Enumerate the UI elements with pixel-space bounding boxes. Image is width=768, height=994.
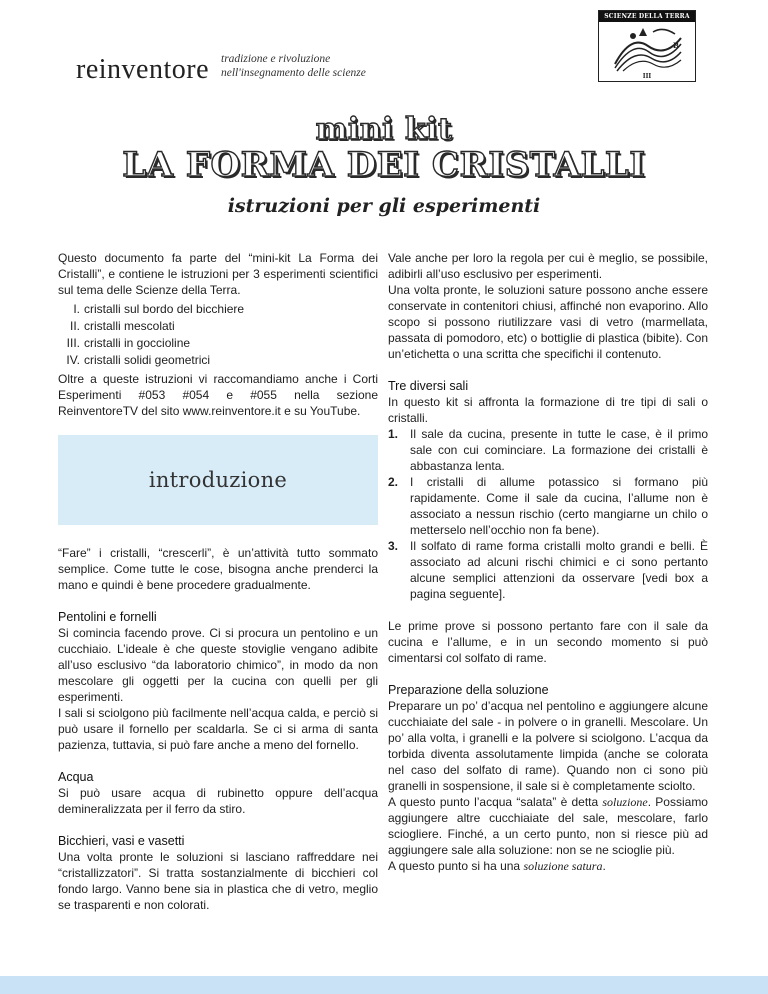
title-la-forma-dei-cristalli: LA FORMA DEI CRISTALLI: [122, 145, 646, 185]
list-item: 1. Il sale da cucina, presente in tutte le case, è il primo sale con cui cominciare. La formazione dei cristalli è abbastanza lenta.: [388, 427, 708, 473]
tagline: [221, 52, 366, 80]
experiments-list: [58, 301, 378, 369]
preparazione-paragraph: Preparare un po’ d’acqua nel pentolino e aggiungere alcune cucchiaiate del sale - in polvere o in granelli. Mescolare. Un po’ alla volta, i granelli e la polvere si sciolgono. L’acqua da torbida diventa assolutamente limpida (anche se colorata nel caso del solfato di rame). Quando non ci sono più granelli in sospensione, il sale si è completamente sciolto.: [388, 699, 708, 793]
introduzione-heading: introduzione: [148, 468, 288, 492]
right-column: [388, 250, 708, 874]
list-item: 3. Il solfato di rame forma cristalli molto grandi e belli. È associato ad alcuni rischi chimici e ci sono pertanto alcune semplici attenzioni da osservare [vedi box a pagina seguente].: [388, 539, 708, 601]
list-item: I. cristalli sul bordo del bicchiere: [73, 302, 245, 316]
scienze-della-terra-badge: [598, 10, 696, 82]
rock-strata-icon: [613, 24, 683, 72]
pentolini-paragraph: Si comincia facendo prove. Ci si procura un pentolino e un cucchiaio. L’ideale è che queste stoviglie vengano adibite all’uso esclusivo “da laboratorio chimico”, in modo da non mescolare gli oggetti per la cucina con quelli per gli esperimenti.: [58, 626, 378, 704]
satura-paragraph: A questo punto si ha una soluzione satura.: [388, 859, 606, 873]
list-item: 2. I cristalli di allume potassico si formano più rapidamente. Come il sale da cucina, l’allume non è associato a nessun rischio (certo mangiarne un chilo o metterselo nell’occhio non fa bene).: [388, 475, 708, 537]
left-column: [58, 250, 378, 913]
sali-paragraph: I sali si sciolgono più facilmente nell’acqua calda, e perciò si può usare il fornello per scaldarla. Se ci si arma di santa pazienza, tuttavia, si può fare anche a meno del fornello.: [58, 706, 378, 752]
intro-paragraph: Questo documento fa parte del “mini-kit La Forma dei Cristalli”, e contiene le istruzioni per 3 esperimenti scientifici sul tema delle Scienze della Terra.: [58, 251, 378, 297]
vale-paragraph: Vale anche per loro la regola per cui è meglio, se possibile, adibirli all’uso esclusivo per esperimenti.: [388, 251, 708, 281]
soluzione-paragraph: A questo punto l’acqua “salata” è detta soluzione. Possiamo aggiungere altre cucchiaiate del sale, mescolare, farlo sciogliere. Finché, a un certo punto, non si riesce più ad aggiungere sale alla soluzione: non se ne scioglie più.: [388, 795, 708, 857]
bicchieri-heading: Bicchieri, vasi e vasetti: [58, 834, 185, 848]
fare-paragraph: “Fare” i cristalli, “crescerli”, è un’attività tutto sommato semplice. Come tutte le cose, bisogna anche prenderci la mano e quindi è bene procedere gradualmente.: [58, 546, 378, 592]
badge-letter: B: [673, 41, 679, 50]
footer-bar: [0, 976, 768, 994]
acqua-heading: Acqua: [58, 770, 94, 784]
conservazione-paragraph: Una volta pronte, le soluzioni sature possono anche essere conservate in contenitori chiusi, affinché non evaporino. Allo scopo si possono riutilizzare vasi di vetro (marmellata, passata di pomodoro, etc) o bottiglie di plastica (bibite). Con un’etichetta o una scritta che specifichi il contenuto.: [388, 283, 708, 361]
badge-title: SCIENZE DELLA TERRA: [599, 11, 695, 22]
pentolini-heading: Pentolini e fornelli: [58, 610, 157, 624]
title-mini-kit: mini kit: [315, 112, 453, 147]
salts-list: [388, 426, 708, 602]
tre-sali-heading: Tre diversi sali: [388, 379, 469, 393]
list-item: II. cristalli mescolati: [69, 319, 175, 333]
badge-number: III: [642, 73, 652, 80]
list-item: III. cristalli in goccioline: [66, 336, 191, 350]
bicchieri-paragraph: Una volta pronte le soluzioni si lasciano raffreddare nei “cristallizzatori”. Si tratta sostanzialmente di bicchieri col fondo largo. Vanno bene sia in plastica che di vetro, meglio se trasparenti e non colorati.: [58, 850, 378, 912]
prime-prove-paragraph: Le prime prove si possono pertanto fare con il sale da cucina e l’allume, e in un secondo momento si può cimentarsi col solfato di rame.: [388, 619, 708, 665]
acqua-paragraph: Si può usare acqua di rubinetto oppure dell’acqua demineralizzata per il ferro da stiro.: [58, 786, 378, 816]
list-item: IV. cristalli solidi geometrici: [66, 353, 211, 367]
tre-sali-paragraph: In questo kit si affronta la formazione di tre tipi di sali o cristalli.: [388, 395, 708, 425]
reinventore-logo: reinventore: [76, 54, 209, 85]
tagline-line-2: nell'insegnamento delle scienze: [221, 67, 366, 79]
tagline-line-1: tradizione e rivoluzione: [221, 53, 331, 65]
recommendation-paragraph: Oltre a queste istruzioni vi raccomandiamo anche i Corti Esperimenti #053 #054 e #055 nella sezione ReinventoreTV del sito www.reinventore.it e su YouTube.: [58, 372, 378, 418]
subtitle: istruzioni per gli esperimenti: [227, 195, 541, 217]
preparazione-heading: Preparazione della soluzione: [388, 683, 549, 697]
introduzione-box: [58, 435, 378, 525]
